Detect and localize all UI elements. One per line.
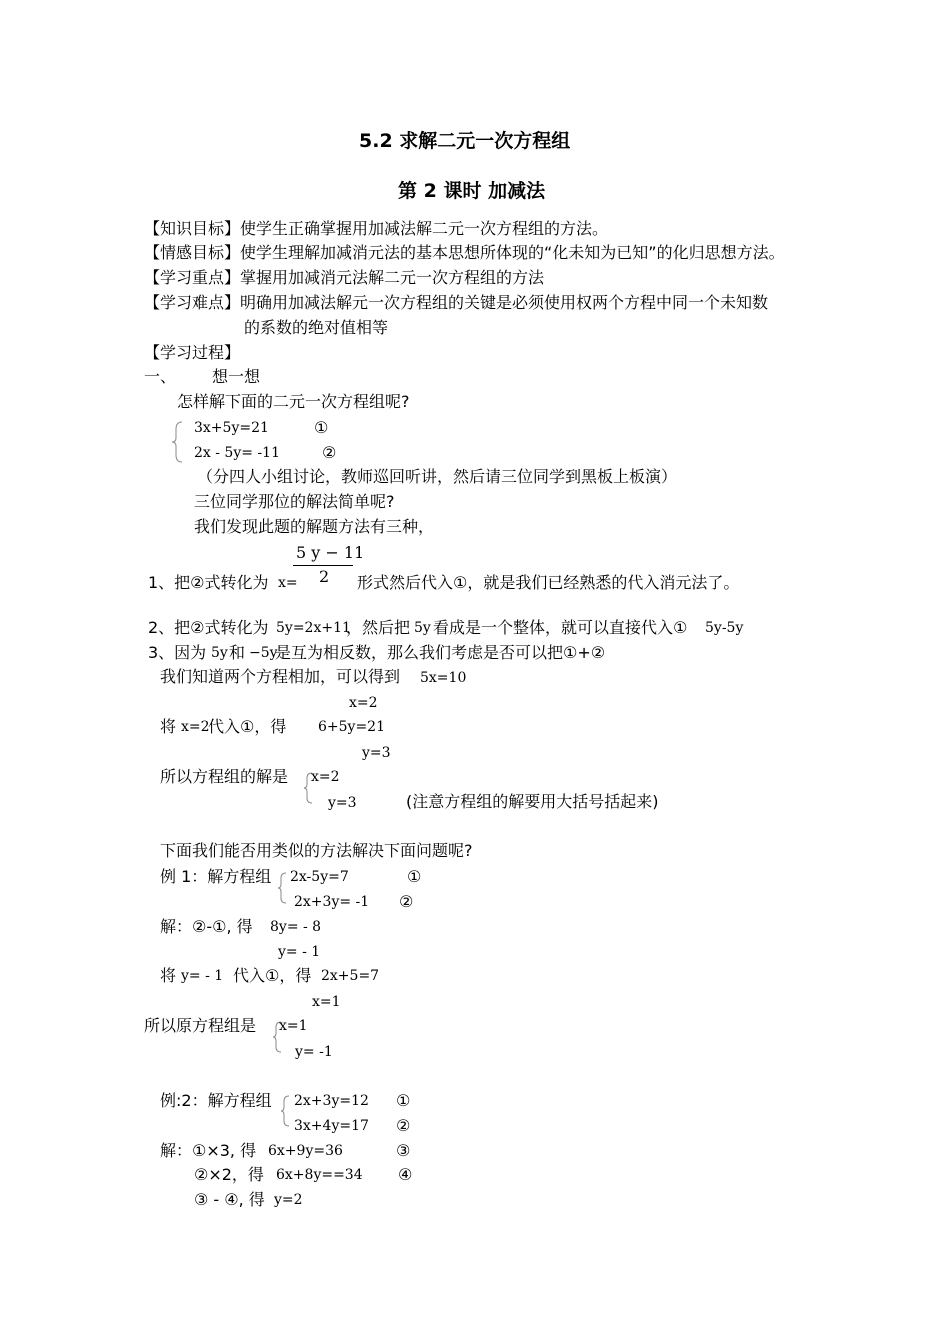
method-2-tail: 5y-5y — [705, 620, 744, 636]
method-2-text: 2、把②式转化为 — [148, 618, 269, 637]
section-heading: 想一想 — [212, 367, 261, 386]
example-1-marker-2: ② — [399, 892, 414, 911]
add-result: 5x=10 — [420, 670, 467, 686]
method-2-5y: 5y — [414, 620, 431, 636]
example-1-x-value: x=1 — [312, 994, 341, 1010]
substitute-x: x=2 — [181, 719, 210, 735]
example-1-substitute-equation: 2x+5=7 — [321, 968, 380, 984]
example-1-substitute: 将 — [160, 966, 177, 985]
add-equations-text: 我们知道两个方程相加，可以得到 — [160, 667, 401, 686]
example-1-equation-2: 2x+3y= -1 — [294, 894, 370, 910]
example-1-step-1: 解：②-①, 得 — [160, 917, 253, 936]
example-1-substitute-into: 代入①，得 — [233, 966, 312, 985]
method-2-then: ，然后把 — [346, 618, 411, 637]
example-1-y-value: y= - 1 — [278, 944, 321, 960]
example-1-solution-y: y= -1 — [295, 1044, 333, 1060]
example-2-equation-1: 2x+3y=12 — [294, 1093, 369, 1109]
solution-x: x=2 — [311, 769, 340, 785]
brace-icon — [276, 872, 288, 904]
fraction-numerator: 5 y − 11 — [296, 543, 365, 562]
example-2-step-2: ②×2，得 — [194, 1165, 264, 1184]
equation-marker-1: ① — [314, 418, 329, 437]
objective-difficulty: 【学习难点】明确用加减法解元一次方程组的关键是必须使用权两个方程中同一个未知数 — [144, 293, 769, 312]
example-1-solution-text: 所以原方程组是 — [144, 1016, 257, 1035]
similar-method-question: 下面我们能否用类似的方法解决下面问题呢? — [160, 841, 473, 860]
example-2-marker-4: ④ — [398, 1165, 413, 1184]
example-1-substitute-y: y= - 1 — [181, 968, 224, 984]
section-number: 一、 — [144, 367, 177, 386]
substitute-into: 代入①，得 — [208, 717, 287, 736]
example-1-marker-1: ① — [407, 867, 422, 886]
example-1-step-1-result: 8y= - 8 — [270, 919, 322, 935]
question-text: 怎样解下面的二元一次方程组呢? — [177, 392, 410, 411]
example-2-marker-1: ① — [396, 1091, 411, 1110]
solution-y: y=3 — [328, 795, 357, 811]
learning-process-label: 【学习过程】 — [144, 343, 241, 362]
example-2-marker-2: ② — [396, 1116, 411, 1135]
system-equation-1: 3x+5y=21 — [194, 420, 269, 436]
objective-key-point: 【学习重点】掌握用加减消元法解二元一次方程组的方法 — [144, 268, 545, 287]
example-2-label: 例:2：解方程组 — [160, 1091, 272, 1110]
substitute-text: 将 — [160, 717, 177, 736]
method-3-rest: 是互为相反数，那么我们考虑是否可以把①+② — [275, 643, 606, 662]
fraction-bar — [293, 565, 353, 566]
fraction-denominator: 2 — [319, 567, 330, 586]
example-2-step-3: ③ - ④, 得 — [194, 1190, 265, 1209]
substitute-equation: 6+5y=21 — [318, 719, 385, 735]
brace-icon — [279, 1095, 291, 1127]
objective-difficulty-cont: 的系数的绝对值相等 — [244, 318, 389, 337]
system-equation-2: 2x - 5y= -11 — [194, 445, 280, 461]
which-method-question: 三位同学那位的解法简单呢? — [194, 492, 395, 511]
example-2-step-1-result: 6x+9y=36 — [268, 1143, 343, 1159]
brace-icon — [170, 421, 184, 463]
solution-text: 所以方程组的解是 — [160, 767, 289, 786]
method-1-x: x= — [278, 575, 298, 591]
example-2-step-2-result: 6x+8y==34 — [276, 1167, 363, 1183]
discussion-note: （分四人小组讨论，教师巡回听讲，然后请三位同学到黑板上板演） — [197, 467, 678, 486]
x-value: x=2 — [349, 695, 378, 711]
method-3-5y: 5y — [211, 645, 228, 661]
example-1-label: 例 1：解方程组 — [160, 867, 272, 886]
methods-intro: 我们发现此题的解题方法有三种， — [194, 517, 435, 536]
method-3-neg5y: −5y — [249, 645, 278, 661]
method-2-expr: 5y=2x+11 — [276, 620, 351, 636]
page-title: 5.2 求解二元一次方程组 — [359, 130, 571, 152]
method-3-and: 和 — [229, 643, 246, 662]
example-2-equation-2: 3x+4y=17 — [294, 1118, 369, 1134]
method-3-text: 3、因为 — [148, 643, 207, 662]
example-2-marker-3: ③ — [396, 1141, 411, 1160]
objective-emotion: 【情感目标】使学生理解加减消元法的基本思想所体现的“化未知为已知”的化归思想方法。 — [144, 243, 785, 262]
example-2-step-3-result: y=2 — [274, 1192, 303, 1208]
solution-note: (注意方程组的解要用大括号括起来) — [406, 792, 659, 811]
y-value: y=3 — [362, 745, 391, 761]
example-1-solution-x: x=1 — [279, 1018, 308, 1034]
method-1-text: 1、把②式转化为 — [148, 573, 269, 592]
page-subtitle: 第 2 课时 加减法 — [398, 180, 546, 202]
method-2-rest: 看成是一个整体，就可以直接代入① — [433, 618, 688, 637]
equation-marker-2: ② — [322, 443, 337, 462]
example-2-step-1: 解：①×3, 得 — [160, 1141, 257, 1160]
example-1-equation-1: 2x-5y=7 — [290, 869, 349, 885]
objective-knowledge: 【知识目标】使学生正确掌握用加减法解二元一次方程组的方法。 — [144, 219, 609, 238]
method-1-rest: 形式然后代入①，就是我们已经熟悉的代入消元法了。 — [357, 573, 740, 592]
